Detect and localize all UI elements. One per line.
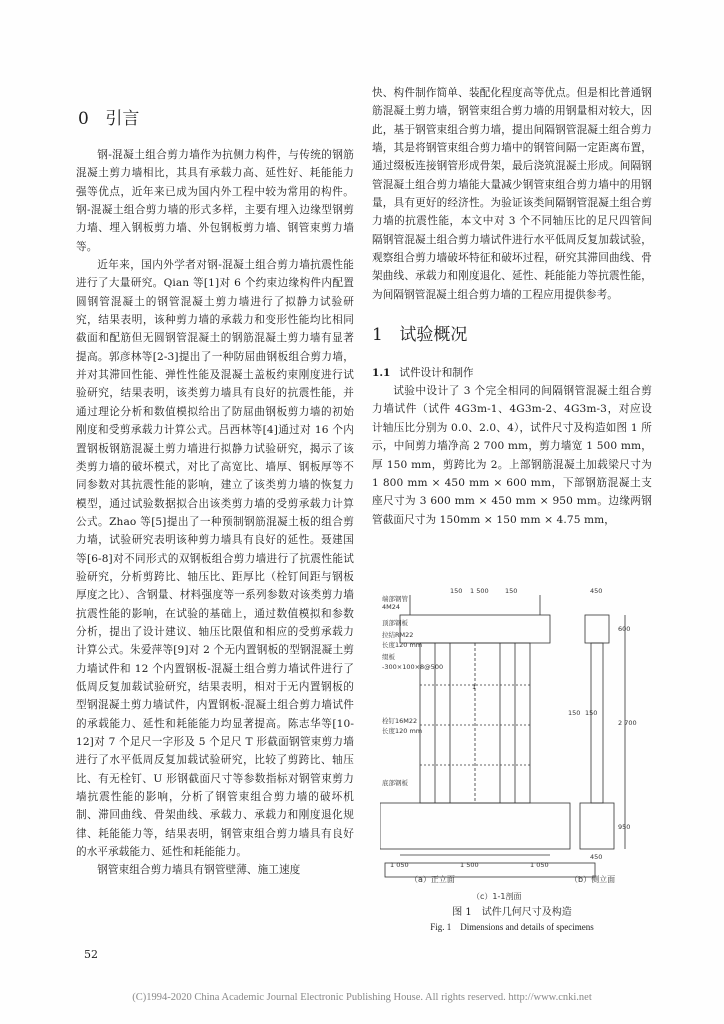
dimension-label: 1 500 <box>460 861 479 869</box>
specimen-drawing <box>380 585 640 903</box>
section-number: 1 <box>372 325 383 346</box>
figure-label: 拉结RM22 <box>382 631 414 639</box>
paragraph: 钢管束组合剪力墙具有钢管壁薄、施工速度 <box>97 864 301 877</box>
figure-label: 端部钢管 <box>382 595 408 603</box>
subfigure-caption: （c）1-1剖面 <box>472 892 522 901</box>
right-column <box>372 84 652 529</box>
dimension-label: 1 500 <box>470 587 489 595</box>
page-number: 52 <box>84 948 98 961</box>
dimension-label: 150 <box>568 709 581 717</box>
left-column <box>76 108 354 880</box>
section-title: 引言 <box>105 109 140 129</box>
dimension-label: 150 <box>450 587 463 595</box>
subsection-title: 试件设计和制作 <box>399 367 474 380</box>
subfigure-caption: （b）侧立面 <box>570 875 616 884</box>
figure-label: 顶部钢板 <box>382 619 408 627</box>
dimension-label: 1 050 <box>390 861 409 869</box>
paragraph-continued: 快、构件制作简单、装配化程度高等优点。但是相比普通钢筋混凝土剪力墙，钢管束组合剪力墙的用钢量相对较大，因此，基于钢管束组合剪力墙，提出间隔钢管混凝土组合剪力墙，其是将钢管束组合剪力墙中的钢管间隔一定距离布置，通过缀板连接钢管形成骨架，最后浇筑混凝土形成。间隔钢管混凝土组合剪力墙能大量减少钢管束组合剪力墙中的用钢量，具有更好的经济性。为验证该类间隔钢管混凝土组合剪力墙的抗震性能，本文中对 3 个不同轴压比的足尺四管间隔钢管混凝土组合剪力墙试件进行水平低周反复加载试验，观察组合剪力墙破坏特征和破坏过程，研究其滞回曲线、骨架曲线、承载力和刚度退化、延性、耗能能力等抗震性能，为间隔钢管混凝土组合剪力墙的工程应用提供参考。 <box>372 87 652 301</box>
dimension-label: 450 <box>590 853 603 861</box>
dimension-label: 950 <box>618 823 631 831</box>
section-heading-overview <box>372 324 652 346</box>
dimension-label: 150 <box>585 709 598 717</box>
figure-label: 底部钢板 <box>382 779 408 787</box>
paragraph: 近年来，国内外学者对钢-混凝土组合剪力墙抗震性能进行了大量研究。Qian 等[1]对 6 个约束边缘构件内配置圆钢管混凝土的钢管混凝土剪力墙进行了拟静力试验研究，结果表明，该种剪力墙的承载力和变形性能均比相同截面和配筋但无圆钢管混凝土的钢筋混凝土剪力墙有显著提高。郭彦林等[2-3]提出了一种防屈曲钢板组合剪力墙，并对其滞回性能、弹性性能及混凝土盖板约束刚度进行试验研究，结果表明，该类剪力墙具有良好的抗震性能，并通过理论分析和数值模拟给出了防屈曲钢板剪力墙的初始刚度和受剪承载力计算公式。吕西林等[4]通过对 16 个内置钢板钢筋混凝土剪力墙进行拟静力试验研究，揭示了该类剪力墙的破坏模式，对比了高宽比、墙厚、钢板厚等不同参数对其抗震性能的影响，建立了该类剪力墙的恢复力模型，通过试验数据拟合出该类剪力墙的受剪承载力计算公式。Zhao 等[5]提出了一种预制钢筋混凝土板的组合剪力墙，试验研究表明该种剪力墙具有良好的延性。聂建国等[6-8]对不同形式的双钢板组合剪力墙进行了抗震性能试验研究，分析剪跨比、轴压比、距厚比（栓钉间距与钢板厚度之比）、含钢量、材料强度等一系列参数对该类剪力墙抗震性能的影响，在试验的基础上，通过数值模拟和参数分析，提出了设计建议、轴压比限值和相应的受剪承载力计算公式。朱爱萍等[9]对 2 个无内置钢板的型钢混凝土剪力墙试件和 12 个内置钢板-混凝土组合剪力墙试件进行了低周反复加载试验研究，结果表明，相对于无内置钢板的型钢混凝土剪力墙试件，内置钢板-混凝土组合剪力墙试件的承载能力、延性和耗能能力均显著提高。陈志华等[10-12]对 7 个足尺一字形及 5 个足尺 T 形截面钢管束剪力墙进行了水平低周反复加载试验研究，比较了剪跨比、轴压比、有无栓钉、U 形钢截面尺寸等参数指标对钢管束剪力墙抗震性能的影响，分析了钢管束组合剪力墙的破坏机制、滞回曲线、骨架曲线、承载力、承载力和刚度退化规律、耗能能力等，结果表明，钢管束组合剪力墙具有良好的水平承载能力、延性和耗能能力。 <box>76 259 354 859</box>
figure-label: 栓钉16M22 <box>382 717 418 725</box>
figure-caption-cn: 图 1 试件几何尺寸及构造 <box>452 907 572 918</box>
paragraph: 钢-混凝土组合剪力墙作为抗侧力构件，与传统的钢筋混凝土剪力墙相比，其具有承载力高、延性好、耗能能力强等优点，近年来已成为国内外工程中较为常用的构件。钢-混凝土组合剪力墙的形式多样，主要有埋入边缘型钢剪力墙、埋入钢板剪力墙、外包钢板剪力墙、钢管束剪力墙等。 <box>76 149 354 253</box>
copyright-footer: (C)1994-2020 China Academic Journal Electronic Publishing House. All rights reserved. http://www.cnki.net <box>132 992 592 1003</box>
dimension-label: 150 <box>505 587 518 595</box>
section-number: 0 <box>78 109 89 129</box>
section-heading-introduction <box>78 108 354 130</box>
section-marker: 1 <box>472 683 477 691</box>
figure-1 <box>380 585 640 903</box>
dimension-label: 600 <box>618 625 631 633</box>
figure-label: 长度120 mm <box>382 641 423 649</box>
subsection-heading <box>372 364 652 382</box>
section-title: 试验概况 <box>399 325 468 346</box>
dimension-label: 1 050 <box>530 861 549 869</box>
dimension-label: 2 700 <box>618 719 637 727</box>
figure-label: -300×100×8@500 <box>382 663 444 671</box>
paragraph: 试验中设计了 3 个完全相同的间隔钢管混凝土组合剪力墙试件（试件 4G3m-1、4G3m-2、4G3m-3，对应设计轴压比分别为 0.0、2.0、4），试件尺寸及构造如图 1 所示，中间剪力墙净高 2 700 mm，剪力墙宽 1 500 mm，厚 150 mm，剪跨比为 2。上部钢筋混凝土加载梁尺寸为 1 800 mm × 450 mm × 600 mm，下部钢筋混凝土支座尺寸为 3 600 mm × 450 mm × 950 mm。边缘两钢管截面尺寸为 150mm × 150 mm × 4.75 mm， <box>372 385 652 526</box>
dimension-label: 450 <box>590 587 603 595</box>
figure-label: 4M24 <box>382 603 401 611</box>
subfigure-caption: （a）正立面 <box>410 875 455 884</box>
figure-caption-en: Fig. 1 Dimensions and details of specimens <box>430 922 594 932</box>
figure-caption <box>372 906 652 934</box>
subsection-number: 1.1 <box>372 367 391 380</box>
figure-label: 缀板 <box>382 653 395 661</box>
figure-label: 长度120 mm <box>382 727 423 735</box>
